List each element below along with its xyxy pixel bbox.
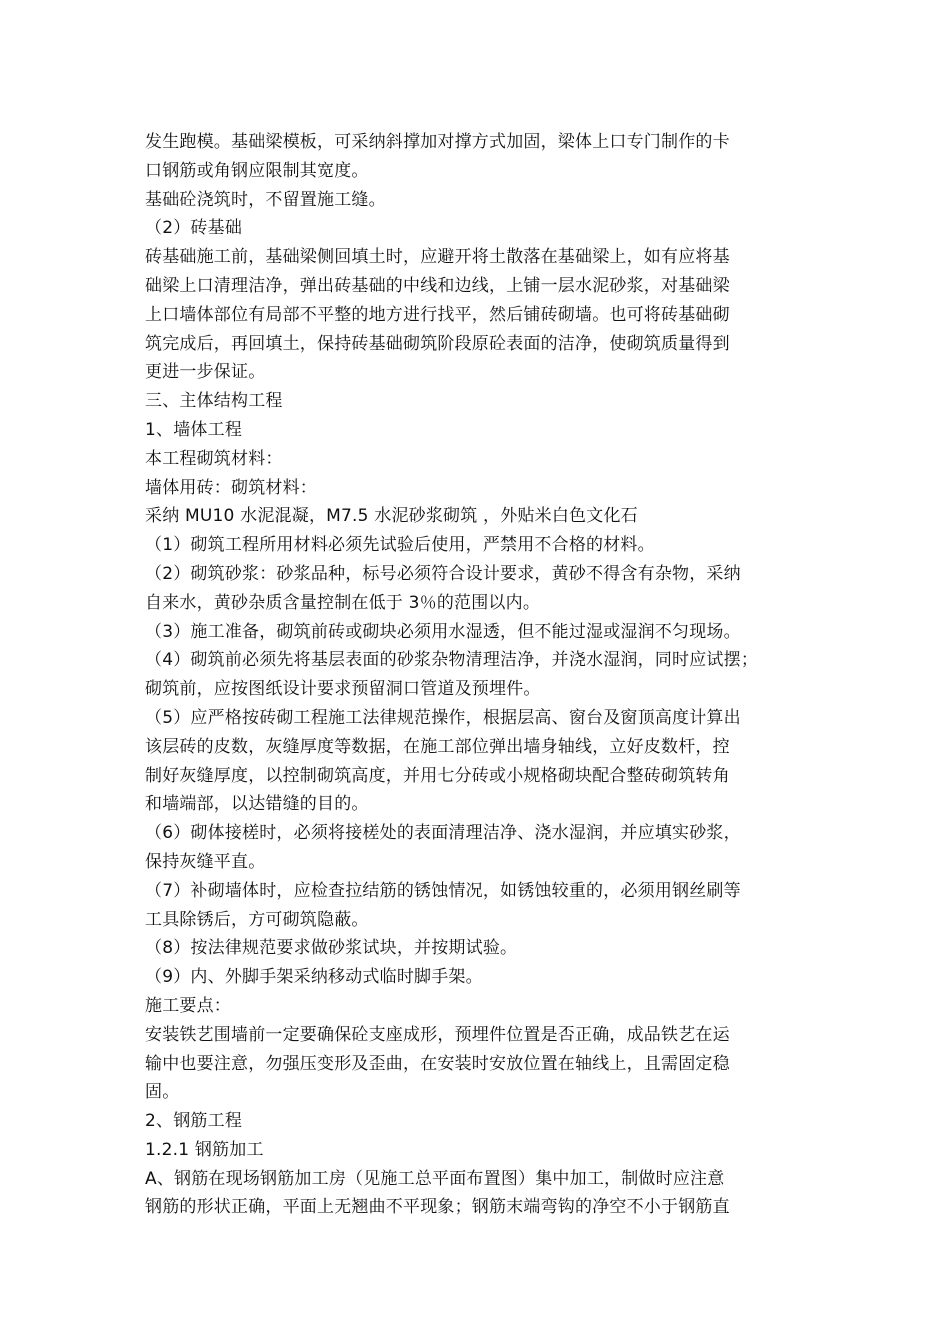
text-line: 工具除锈后，方可砌筑隐蔽。	[145, 909, 369, 930]
text-line: 安装铁艺围墙前一定要确保砼支座成形，预埋件位置是否正确，成品铁艺在运	[145, 1024, 730, 1045]
text-line: 施工要点：	[145, 995, 231, 1016]
text-line: 固。	[145, 1082, 180, 1103]
text-line: 础梁上口清理洁净，弹出砖基础的中线和边线，上铺一层水泥砂浆，对基础梁	[145, 275, 730, 296]
text-line: A、钢筋在现场钢筋加工房（见施工总平面布置图）集中加工，制做时应注意	[145, 1168, 725, 1189]
section-heading: 2、钢筋工程	[145, 1111, 243, 1132]
list-item: （7）补砌墙体时，应检查拉结筋的锈蚀情况，如锈蚀较重的，必须用钢丝刷等	[145, 880, 741, 901]
text-line: 该层砖的皮数，灰缝厚度等数据，在施工部位弹出墙身轴线，立好皮数杆，控	[145, 736, 730, 757]
text-line: 砌筑前，应按图纸设计要求预留洞口管道及预埋件。	[145, 679, 541, 700]
text-line: 口钢筋或角钢应限制其宽度。	[145, 160, 369, 181]
text-line: 发生跑模。基础梁模板，可采纳斜撑加对撑方式加固，梁体上口专门制作的卡	[145, 132, 730, 152]
text-line: 筑完成后，再回填土，保持砖基础砌筑阶段原砼表面的洁净，使砌筑质量得到	[145, 333, 730, 354]
text-line: 制好灰缝厚度，以控制砌筑高度，并用七分砖或小规格砌块配合整砖砌筑转角	[145, 765, 730, 786]
text-line: 本工程砌筑材料：	[145, 448, 283, 469]
text-line: 墙体用砖：砌筑材料：	[145, 477, 317, 498]
text-line: 钢筋的形状正确，平面上无翘曲不平现象；钢筋末端弯钩的净空不小于钢筋直	[145, 1197, 730, 1218]
text-line: 采纳 MU10 水泥混凝，M7.5 水泥砂浆砌筑 ，外贴米白色文化石	[145, 506, 638, 527]
list-item: （3）施工准备，砌筑前砖或砌块必须用水湿透，但不能过湿或湿润不匀现场。	[145, 621, 741, 642]
section-heading: 三、主体结构工程	[145, 391, 283, 412]
list-item: （6）砌体接槎时，必须将接槎处的表面清理洁净、浇水湿润，并应填实砂浆，	[145, 823, 741, 844]
section-heading: （2）砖基础	[145, 218, 243, 239]
list-item: （8）按法律规范要求做砂浆试块，并按期试验。	[145, 938, 518, 959]
list-item: （4）砌筑前必须先将基层表面的砂浆杂物清理洁净，并浇水湿润，同时应试摆；	[145, 650, 759, 671]
text-line: 砖基础施工前，基础梁侧回填土时，应避开将土散落在基础梁上，如有应将基	[145, 247, 730, 268]
text-line: 更进一步保证。	[145, 362, 266, 383]
text-line: 上口墙体部位有局部不平整的地方进行找平，然后铺砖砌墙。也可将砖基础砌	[145, 304, 730, 325]
list-item: （9）内、外脚手架采纳移动式临时脚手架。	[145, 967, 483, 988]
text-line: 保持灰缝平直。	[145, 851, 266, 872]
list-item: （5）应严格按砖砌工程施工法律规范操作，根据层高、窗台及窗顶高度计算出	[145, 707, 741, 728]
text-line: 基础砼浇筑时，不留置施工缝。	[145, 189, 386, 210]
section-heading: 1.2.1 钢筋加工	[145, 1139, 264, 1160]
section-heading: 1、墙体工程	[145, 419, 243, 440]
text-line: 输中也要注意，勿强压变形及歪曲，在安装时安放位置在轴线上，且需固定稳	[145, 1053, 730, 1074]
document-body	[145, 128, 825, 1222]
text-line: 自来水，黄砂杂质含量控制在低于 3％的范围以内。	[145, 592, 541, 613]
text-line: 和墙端部，以达错缝的目的。	[145, 794, 369, 815]
list-item: （1）砌筑工程所用材料必须先试验后使用，严禁用不合格的材料。	[145, 535, 655, 556]
list-item: （2）砌筑砂浆：砂浆品种，标号必须符合设计要求，黄砂不得含有杂物，采纳	[145, 563, 741, 584]
